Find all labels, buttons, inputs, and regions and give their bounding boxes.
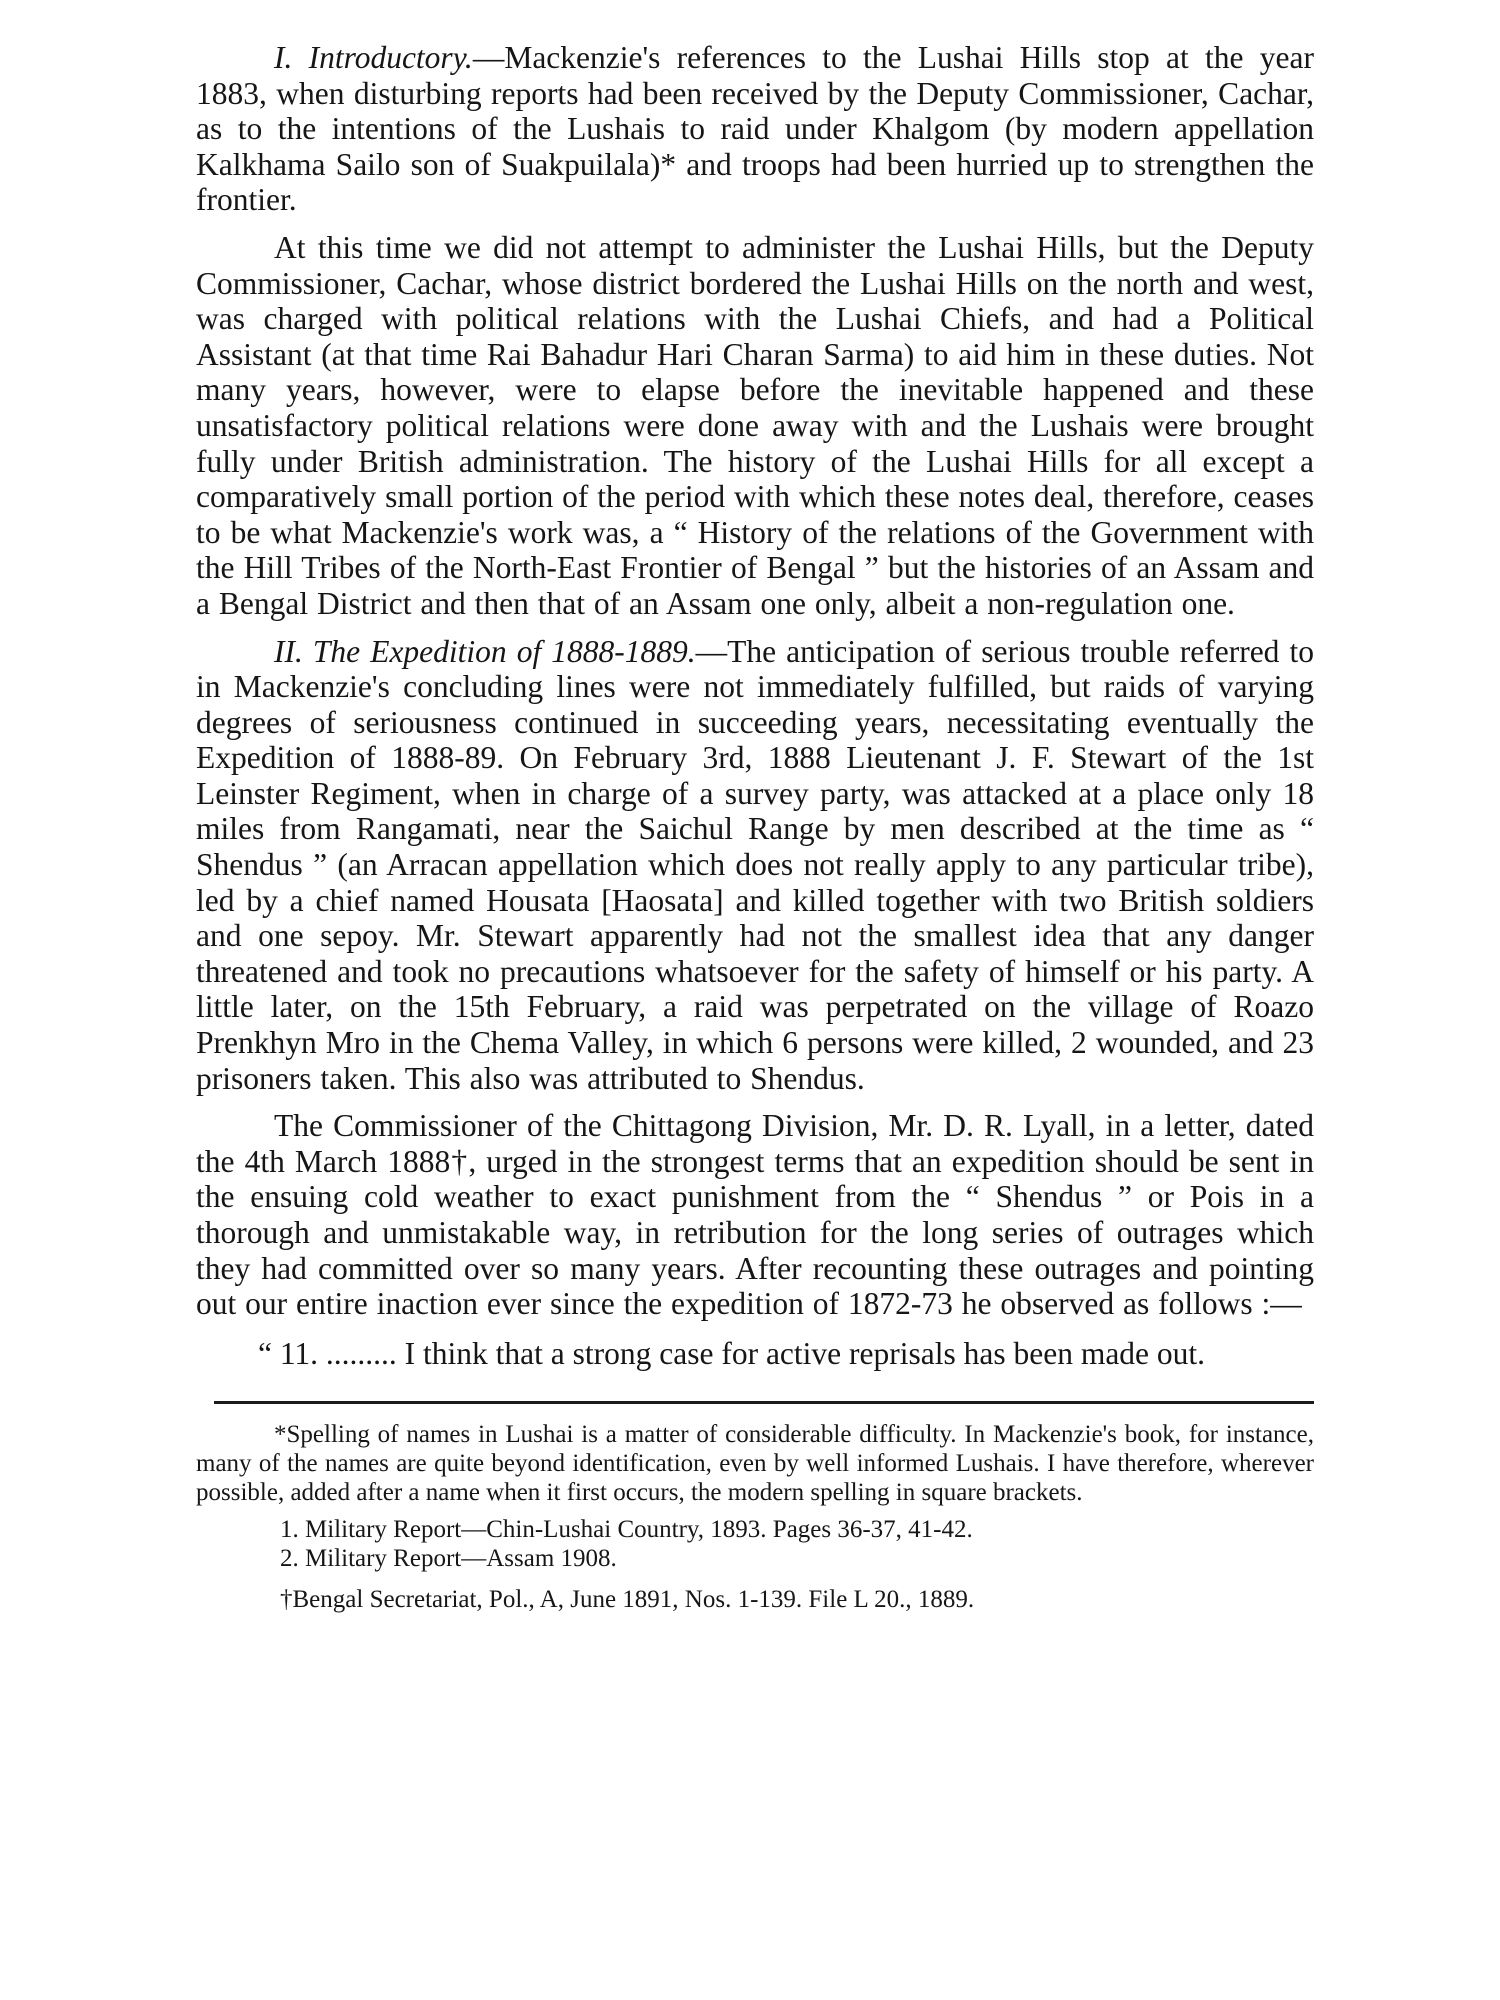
paragraph-commissioner-letter: The Commissioner of the Chittagong Division, Mr. D. R. Lyall, in a letter, dated the 4th March 1888†, urged in the strongest terms that an expedition should be sent in the ensuing cold weather to exact punishment from the “ Shendus ” or Pois in a thorough and unmistakable way, in retribution for the long series of outrages which they had committed over so many years. After recounting these outrages and pointing out our entire inaction ever since the expedition of 1872-73 he observed as follows :— [196,1108,1314,1322]
footnote-spelling: *Spelling of names in Lushai is a matter of considerable difficulty. In Mackenzie's book, for instance, many of the names are quite beyond identification, even by well informed Lushais. I have therefore, wherever possible, added after a name when it first occurs, the modern spelling in square brackets. [196,1421,1314,1507]
section-heading-expedition: II. The Expedition of 1888-1889. [274,633,696,669]
document-page [196,40,1314,1614]
quoted-passage: “ 11. ......... I think that a strong case for active reprisals has been made out. [258,1335,1206,1371]
section-heading-introductory: I. Introductory. [274,40,473,75]
paragraph-introductory-text: —Mackenzie's references to the Lushai Hills stop at the year 1883, when disturbing reports had been received by the Deputy Commissioner, Cachar, as to the intentions of the Lushais to raid under Khalgom (by modern appellation Kalkhama Sailo son of Suakpuilala)* and troops had been hurried up to strengthen the frontier. [196,40,1314,218]
paragraph-expedition [196,634,1314,1097]
paragraph-expedition-text: —The anticipation of serious trouble referred to in Mackenzie's concluding lines were not immediately fulfilled, but raids of varying degrees of seriousness continued in succeeding years, necessitating eventually the Expedition of 1888-89. On February 3rd, 1888 Lieutenant J. F. Stewart of the 1st Leinster Regiment, when in charge of a survey party, was attacked at a place only 18 miles from Rangamati, near the Saichul Range by men described at the time as “ Shendus ” (an Arracan appellation which does not really apply to any particular tribe), led by a chief named Housata [Haosata] and killed together with two British soldiers and one sepoy. Mr. Stewart apparently had not the smallest idea that any danger threatened and took no precautions whatsoever for the safety of himself or his party. A little later, on the 15th February, a raid was perpetrated on the village of Roazo Prenkhyn Mro in the Chema Valley, in which 6 persons were killed, 2 wounded, and 23 prisoners taken. This also was attributed to Shendus. [196,633,1314,1096]
footnote-bengal-secretariat: †Bengal Secretariat, Pol., A, June 1891, Nos. 1-139. File L 20., 1889. [280,1586,975,1614]
reference-item: 1. Military Report—Chin-Lushai Country, 1893. Pages 36-37, 41-42. [280,1516,973,1544]
paragraph-administration: At this time we did not attempt to administer the Lushai Hills, but the Deputy Commissioner, Cachar, whose district bordered the Lushai Hills on the north and west, was charged with political relations with the Lushai Chiefs, and had a Political Assistant (at that time Rai Bahadur Hari Charan Sarma) to aid him in these duties. Not many years, however, were to elapse before the inevitable happened and these unsatisfactory political relations were done away with and the Lushais were brought fully under British administration. The history of the Lushai Hills for all except a comparatively small portion of the period with which these notes deal, therefore, ceases to be what Mackenzie's work was, a “ History of the relations of the Government with the Hill Tribes of the North-East Frontier of Bengal ” but the histories of an Assam and a Bengal District and then that of an Assam one only, albeit a non-regulation one. [196,229,1314,621]
footnote-divider [214,1401,1314,1404]
paragraph-introductory [196,40,1314,218]
reference-item: 2. Military Report—Assam 1908. [280,1545,617,1573]
